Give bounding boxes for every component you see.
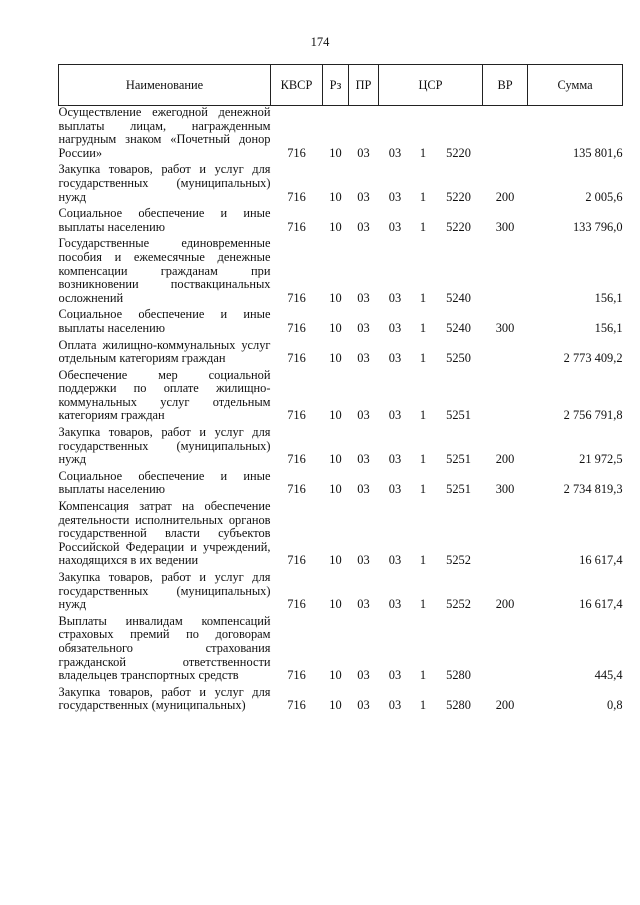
table-row (59, 615, 623, 686)
table-row (59, 426, 623, 470)
row-name: Выплаты инвалидам компенсаций страховых премий по договорам обязательного страхования гражданской ответственности владельцев транспортных средств (58, 613, 271, 683)
row-kvsr: 716 (287, 597, 306, 612)
row-rz: 10 (329, 408, 342, 423)
row-csr-subprogram: 1 (419, 320, 427, 335)
row-pr: 03 (357, 219, 370, 234)
row-csr-program: 03 (388, 351, 402, 366)
row-csr-code: 5280 (446, 668, 471, 683)
row-name: Государственные единовременные пособия и ежемесячные денежные компенсации гражданам при возникновении поствакцинальных осложнений (58, 236, 271, 305)
row-rz: 10 (329, 597, 342, 612)
row-csr-program: 03 (388, 668, 402, 683)
row-csr-code: 5252 (446, 553, 471, 568)
budget-table (58, 64, 623, 716)
table-row (59, 686, 623, 716)
row-csr-code: 5251 (446, 452, 471, 467)
row-vr (483, 615, 528, 686)
row-csr-program: 03 (388, 145, 402, 160)
row-kvsr: 716 (287, 698, 306, 713)
row-pr: 03 (357, 452, 370, 467)
row-csr-code: 5220 (446, 189, 471, 204)
header-kvsr: КВСР (271, 65, 323, 106)
row-kvsr: 716 (287, 482, 306, 497)
row-csr-program: 03 (388, 219, 402, 234)
row-rz: 10 (329, 290, 342, 305)
row-csr-program: 03 (388, 597, 402, 612)
row-pr: 03 (357, 553, 370, 568)
table-row (59, 106, 623, 164)
row-kvsr: 716 (287, 553, 306, 568)
row-rz: 10 (329, 351, 342, 366)
table-row (59, 571, 623, 615)
row-sum: 2 756 791,8 (563, 408, 623, 423)
header-pr: ПР (349, 65, 379, 106)
header-csr: ЦСР (379, 65, 483, 106)
row-csr-code: 5251 (446, 408, 471, 423)
row-rz: 10 (329, 219, 342, 234)
row-vr: 200 (495, 597, 515, 612)
row-pr: 03 (357, 668, 370, 683)
row-kvsr: 716 (287, 408, 306, 423)
row-csr-subprogram: 1 (419, 597, 427, 612)
header-vr: ВР (483, 65, 528, 106)
row-rz: 10 (329, 698, 342, 713)
row-vr (483, 369, 528, 426)
row-csr-code: 5250 (446, 351, 471, 366)
row-sum: 156,1 (594, 290, 623, 305)
row-pr: 03 (357, 482, 370, 497)
row-name: Социальное обеспечение и иные выплаты населению (58, 307, 271, 335)
row-name: Осуществление ежегодной денежной выплаты лицам, награжденным нагрудным знаком «Почетный донор России» (58, 105, 271, 160)
row-name: Закупка товаров, работ и услуг для государственных (муниципальных) нужд (58, 162, 271, 204)
row-sum: 21 972,5 (579, 452, 623, 467)
row-sum: 156,1 (594, 320, 623, 335)
row-rz: 10 (329, 452, 342, 467)
row-csr-program: 03 (388, 553, 402, 568)
row-name: Социальное обеспечение и иные выплаты населению (58, 468, 271, 497)
row-name: Компенсация затрат на обеспечение деятельности исполнительных органов государственной власти субъектов Российской Федерации и учреждений, находящихся в их ведении (58, 499, 271, 568)
row-kvsr: 716 (287, 290, 306, 305)
row-kvsr: 716 (287, 320, 306, 335)
table-row (59, 237, 623, 308)
row-vr: 300 (495, 320, 515, 335)
row-name: Оплата жилищно-коммунальных услуг отдельным категориям граждан (58, 337, 271, 366)
row-pr: 03 (357, 145, 370, 160)
table-row (59, 207, 623, 237)
row-vr: 200 (495, 698, 515, 713)
table-row (59, 308, 623, 338)
row-vr: 200 (495, 452, 515, 467)
row-vr: 200 (495, 189, 515, 204)
row-sum: 16 617,4 (579, 597, 623, 612)
table-row (59, 369, 623, 426)
row-csr-program: 03 (388, 408, 402, 423)
row-sum: 16 617,4 (579, 553, 623, 568)
row-csr-program: 03 (388, 290, 402, 305)
row-sum: 2 005,6 (585, 189, 623, 204)
row-csr-program: 03 (388, 482, 402, 497)
row-csr-program: 03 (388, 189, 402, 204)
header-sum: Сумма (528, 65, 623, 106)
row-name: Закупка товаров, работ и услуг для государственных (муниципальных) нужд (58, 570, 271, 612)
table-header-row (59, 65, 623, 106)
row-kvsr: 716 (287, 145, 306, 160)
row-csr-subprogram: 1 (419, 189, 427, 204)
row-csr-subprogram: 1 (419, 698, 427, 713)
row-csr-program: 03 (388, 452, 402, 467)
row-sum: 2 773 409,2 (563, 351, 623, 366)
row-csr-subprogram: 1 (419, 553, 427, 568)
row-vr (483, 106, 528, 164)
table-row (59, 163, 623, 207)
table-row (59, 470, 623, 500)
row-csr-code: 5280 (446, 698, 471, 713)
row-kvsr: 716 (287, 219, 306, 234)
row-rz: 10 (329, 482, 342, 497)
row-kvsr: 716 (287, 668, 306, 683)
row-vr (483, 237, 528, 308)
row-sum: 2 734 819,3 (563, 482, 623, 497)
row-csr-subprogram: 1 (419, 290, 427, 305)
table-row (59, 339, 623, 369)
row-csr-subprogram: 1 (419, 452, 427, 467)
row-csr-program: 03 (388, 320, 402, 335)
row-csr-code: 5240 (446, 290, 471, 305)
row-sum: 133 796,0 (572, 219, 623, 234)
row-pr: 03 (357, 408, 370, 423)
row-pr: 03 (357, 189, 370, 204)
row-name: Закупка товаров, работ и услуг для государственных (муниципальных) (58, 684, 271, 713)
row-vr (483, 339, 528, 369)
row-pr: 03 (357, 351, 370, 366)
page-number: 174 (310, 35, 330, 49)
row-vr: 300 (495, 482, 515, 497)
row-rz: 10 (329, 553, 342, 568)
row-csr-code: 5220 (446, 219, 471, 234)
row-rz: 10 (329, 145, 342, 160)
row-csr-subprogram: 1 (419, 668, 427, 683)
row-sum: 135 801,6 (572, 145, 623, 160)
row-name: Социальное обеспечение и иные выплаты населению (58, 206, 271, 234)
row-name: Закупка товаров, работ и услуг для государственных (муниципальных) нужд (58, 425, 271, 467)
row-csr-code: 5220 (446, 145, 471, 160)
header-name: Наименование (59, 65, 271, 106)
table-row (59, 500, 623, 571)
row-kvsr: 716 (287, 351, 306, 366)
row-pr: 03 (357, 597, 370, 612)
row-csr-code: 5252 (446, 597, 471, 612)
row-csr-code: 5240 (446, 320, 471, 335)
row-rz: 10 (329, 320, 342, 335)
row-sum: 0,8 (607, 698, 623, 713)
row-kvsr: 716 (287, 189, 306, 204)
row-csr-subprogram: 1 (419, 145, 427, 160)
row-name: Обеспечение мер социальной поддержки по оплате жилищно-коммунальных услуг отдельным категориям граждан (58, 367, 271, 423)
row-csr-subprogram: 1 (419, 219, 427, 234)
row-kvsr: 716 (287, 452, 306, 467)
row-csr-code: 5251 (446, 482, 471, 497)
row-csr-program: 03 (388, 698, 402, 713)
row-csr-subprogram: 1 (419, 351, 427, 366)
row-pr: 03 (357, 320, 370, 335)
row-pr: 03 (357, 698, 370, 713)
row-pr: 03 (357, 290, 370, 305)
header-rz: Рз (323, 65, 349, 106)
row-csr-subprogram: 1 (419, 408, 427, 423)
row-sum: 445,4 (594, 668, 623, 683)
row-rz: 10 (329, 668, 342, 683)
row-vr: 300 (495, 219, 515, 234)
row-vr (483, 500, 528, 571)
row-csr-subprogram: 1 (419, 482, 427, 497)
row-rz: 10 (329, 189, 342, 204)
